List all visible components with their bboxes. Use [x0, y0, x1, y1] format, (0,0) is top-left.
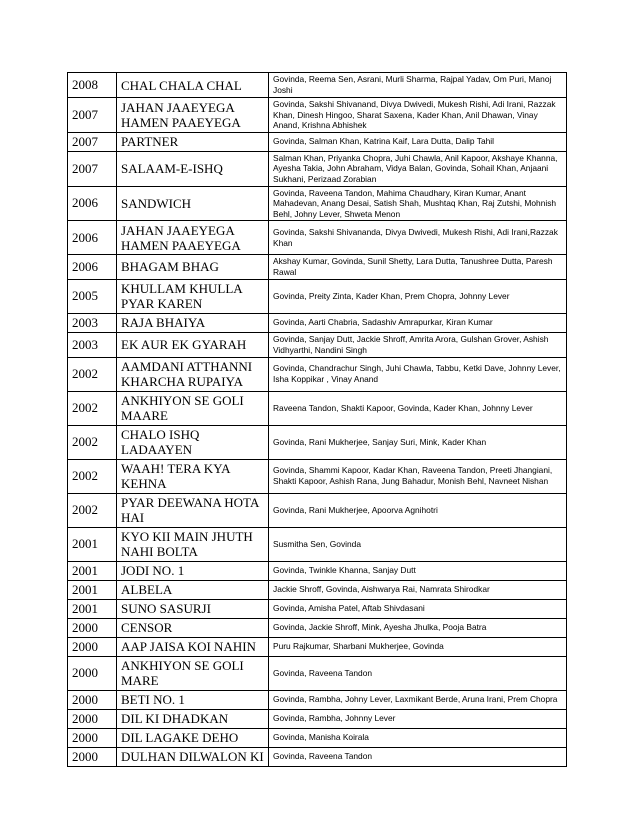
cast-cell: Govinda, Sakshi Shivanand, Divya Dwivedi, Mukesh Rishi, Adi Irani, Razzak Khan, Dinesh Hingoo, Sharat Saxena, Kader Khan, Anil Dhawan, Vinay Anand, Krishna Abhishek: [269, 98, 567, 133]
title-cell: DULHAN DILWALON KI: [117, 747, 269, 766]
filmography-table: [67, 72, 567, 767]
year-cell: 2000: [68, 709, 117, 728]
table-row: [68, 527, 567, 561]
title-cell: CENSOR: [117, 618, 269, 637]
title-cell: RAJA BHAIYA: [117, 313, 269, 332]
year-cell: 2003: [68, 313, 117, 332]
table-row: [68, 255, 567, 279]
table-row: [68, 313, 567, 332]
cast-cell: Puru Rajkumar, Sharbani Mukherjee, Govinda: [269, 637, 567, 656]
year-cell: 2003: [68, 332, 117, 357]
table-row: [68, 151, 567, 186]
title-cell: SALAAM-E-ISHQ: [117, 151, 269, 186]
table-row: [68, 186, 567, 221]
filmography-table-body: [68, 73, 567, 767]
cast-cell: Govinda, Jackie Shroff, Mink, Ayesha Jhulka, Pooja Batra: [269, 618, 567, 637]
cast-cell: Susmitha Sen, Govinda: [269, 527, 567, 561]
title-cell: JAHAN JAAEYEGA HAMEN PAAEYEGA: [117, 98, 269, 133]
title-cell: KYO KII MAIN JHUTH NAHI BOLTA: [117, 527, 269, 561]
year-cell: 2000: [68, 747, 117, 766]
table-row: [68, 459, 567, 493]
year-cell: 2002: [68, 425, 117, 459]
table-row: [68, 618, 567, 637]
title-cell: BHAGAM BHAG: [117, 255, 269, 279]
title-cell: BETI NO. 1: [117, 690, 269, 709]
year-cell: 2000: [68, 637, 117, 656]
cast-cell: Govinda, Sanjay Dutt, Jackie Shroff, Amrita Arora, Gulshan Grover, Ashish Vidhyarthi, Nandini Singh: [269, 332, 567, 357]
cast-cell: Govinda, Rani Mukherjee, Apoorva Agnihotri: [269, 493, 567, 527]
year-cell: 2000: [68, 690, 117, 709]
table-row: [68, 221, 567, 255]
cast-cell: Govinda, Preity Zinta, Kader Khan, Prem Chopra, Johnny Lever: [269, 279, 567, 313]
cast-cell: Govinda, Raveena Tandon: [269, 656, 567, 690]
cast-cell: Govinda, Manisha Koirala: [269, 728, 567, 747]
year-cell: 2007: [68, 151, 117, 186]
year-cell: 2007: [68, 132, 117, 151]
year-cell: 2000: [68, 728, 117, 747]
year-cell: 2001: [68, 561, 117, 580]
table-row: [68, 98, 567, 133]
table-row: [68, 599, 567, 618]
title-cell: EK AUR EK GYARAH: [117, 332, 269, 357]
title-cell: JODI NO. 1: [117, 561, 269, 580]
cast-cell: Salman Khan, Priyanka Chopra, Juhi Chawla, Anil Kapoor, Akshaye Khanna, Ayesha Takia, John Abraham, Vidya Balan, Govinda, Sohail Khan, Anjaani Sukhani, Perizaad Zorabian: [269, 151, 567, 186]
title-cell: ANKHIYON SE GOLI MAARE: [117, 391, 269, 425]
cast-cell: Govinda, Sakshi Shivananda, Divya Dwivedi, Mukesh Rishi, Adi Irani,Razzak Khan: [269, 221, 567, 255]
table-row: [68, 493, 567, 527]
title-cell: PYAR DEEWANA HOTA HAI: [117, 493, 269, 527]
title-cell: KHULLAM KHULLA PYAR KAREN: [117, 279, 269, 313]
year-cell: 2006: [68, 255, 117, 279]
title-cell: AAMDANI ATTHANNI KHARCHA RUPAIYA: [117, 357, 269, 391]
year-cell: 2005: [68, 279, 117, 313]
cast-cell: Govinda, Rani Mukherjee, Sanjay Suri, Mink, Kader Khan: [269, 425, 567, 459]
table-row: [68, 561, 567, 580]
cast-cell: Govinda, Raveena Tandon, Mahima Chaudhary, Kiran Kumar, Anant Mahadevan, Anang Desai, Satish Shah, Mushtaq Khan, Raj Zutshi, Mohnish Behl, Johny Lever, Shweta Menon: [269, 186, 567, 221]
title-cell: SANDWICH: [117, 186, 269, 221]
title-cell: CHALO ISHQ LADAAYEN: [117, 425, 269, 459]
cast-cell: Govinda, Chandrachur Singh, Juhi Chawla, Tabbu, Ketki Dave, Johnny Lever, Isha Koppikar , Vinay Anand: [269, 357, 567, 391]
cast-cell: Govinda, Rambha, Johny Lever, Laxmikant Berde, Aruna Irani, Prem Chopra: [269, 690, 567, 709]
cast-cell: Govinda, Twinkle Khanna, Sanjay Dutt: [269, 561, 567, 580]
title-cell: ANKHIYON SE GOLI MARE: [117, 656, 269, 690]
cast-cell: Govinda, Amisha Patel, Aftab Shivdasani: [269, 599, 567, 618]
cast-cell: Govinda, Salman Khan, Katrina Kaif, Lara Dutta, Dalip Tahil: [269, 132, 567, 151]
cast-cell: Govinda, Reema Sen, Asrani, Murli Sharma, Rajpal Yadav, Om Puri, Manoj Joshi: [269, 73, 567, 98]
table-row: [68, 709, 567, 728]
year-cell: 2008: [68, 73, 117, 98]
table-row: [68, 728, 567, 747]
cast-cell: Govinda, Rambha, Johnny Lever: [269, 709, 567, 728]
table-row: [68, 747, 567, 766]
cast-cell: Govinda, Raveena Tandon: [269, 747, 567, 766]
title-cell: DIL LAGAKE DEHO: [117, 728, 269, 747]
table-row: [68, 357, 567, 391]
year-cell: 2001: [68, 599, 117, 618]
year-cell: 2002: [68, 357, 117, 391]
year-cell: 2006: [68, 221, 117, 255]
table-row: [68, 73, 567, 98]
year-cell: 2001: [68, 527, 117, 561]
title-cell: AAP JAISA KOI NAHIN: [117, 637, 269, 656]
table-row: [68, 656, 567, 690]
title-cell: SUNO SASURJI: [117, 599, 269, 618]
table-row: [68, 391, 567, 425]
year-cell: 2001: [68, 580, 117, 599]
year-cell: 2002: [68, 493, 117, 527]
table-row: [68, 425, 567, 459]
title-cell: PARTNER: [117, 132, 269, 151]
title-cell: WAAH! TERA KYA KEHNA: [117, 459, 269, 493]
title-cell: DIL KI DHADKAN: [117, 709, 269, 728]
table-row: [68, 279, 567, 313]
year-cell: 2002: [68, 391, 117, 425]
title-cell: ALBELA: [117, 580, 269, 599]
cast-cell: Govinda, Aarti Chabria, Sadashiv Amrapurkar, Kiran Kumar: [269, 313, 567, 332]
year-cell: 2002: [68, 459, 117, 493]
title-cell: CHAL CHALA CHAL: [117, 73, 269, 98]
cast-cell: Akshay Kumar, Govinda, Sunil Shetty, Lara Dutta, Tanushree Dutta, Paresh Rawal: [269, 255, 567, 279]
table-row: [68, 690, 567, 709]
year-cell: 2006: [68, 186, 117, 221]
year-cell: 2000: [68, 618, 117, 637]
table-row: [68, 332, 567, 357]
year-cell: 2007: [68, 98, 117, 133]
cast-cell: Jackie Shroff, Govinda, Aishwarya Rai, Namrata Shirodkar: [269, 580, 567, 599]
cast-cell: Raveena Tandon, Shakti Kapoor, Govinda, Kader Khan, Johnny Lever: [269, 391, 567, 425]
year-cell: 2000: [68, 656, 117, 690]
table-row: [68, 580, 567, 599]
title-cell: JAHAN JAAEYEGA HAMEN PAAEYEGA: [117, 221, 269, 255]
table-row: [68, 132, 567, 151]
table-row: [68, 637, 567, 656]
cast-cell: Govinda, Shammi Kapoor, Kadar Khan, Raveena Tandon, Preeti Jhangiani, Shakti Kapoor, Ashish Rana, Jung Bahadur, Monish Behl, Navneet Nishan: [269, 459, 567, 493]
